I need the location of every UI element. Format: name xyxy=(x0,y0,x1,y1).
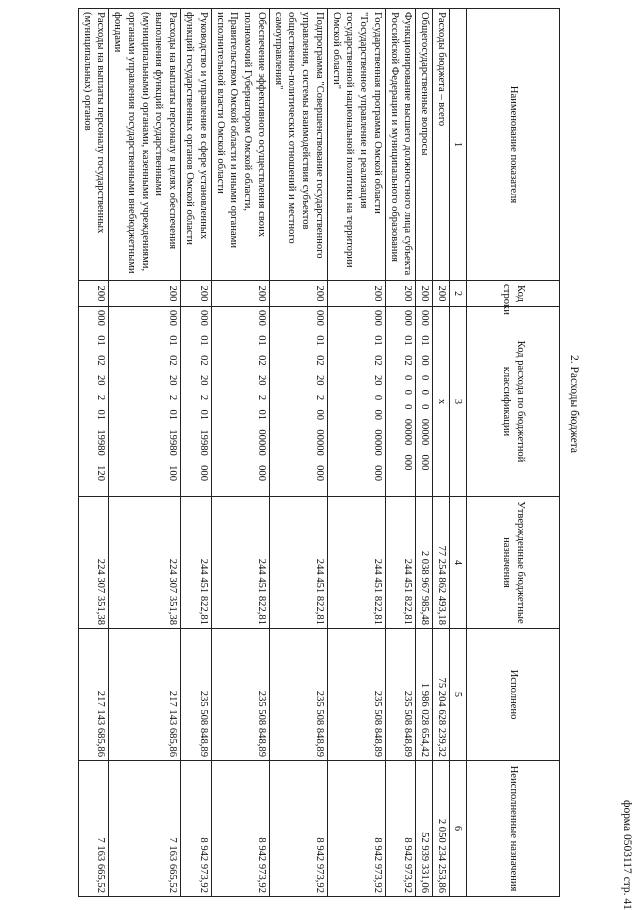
row-line-code: 200 xyxy=(269,281,327,307)
row-budget-code: 000 01 02 0 0 0 00000 000 xyxy=(385,307,416,497)
row-budget-code: 000 01 02 20 2 01 19980 000 xyxy=(181,307,212,497)
row-line-code: 200 xyxy=(416,281,433,307)
row-unexecuted: 8 942 973,92 xyxy=(211,761,269,897)
row-budget-code: 000 01 02 20 0 00 00000 000 xyxy=(327,307,385,497)
row-approved: 244 451 822,81 xyxy=(269,497,327,629)
row-line-code: 200 xyxy=(433,281,450,307)
row-name: Расходы на выплаты персоналу государственных (муниципальных) органов xyxy=(78,9,109,281)
section-title: 2. Расходы бюджета xyxy=(568,355,580,454)
table-header-row xyxy=(467,9,560,897)
row-approved: 244 451 822,81 xyxy=(211,497,269,629)
col-header-approved: Утвержденные бюджетные назначения xyxy=(467,497,560,629)
row-unexecuted: 8 942 973,92 xyxy=(181,761,212,897)
col-header-budget-code: Код расхода по бюджетной классификации xyxy=(467,307,560,497)
col-header-executed: Исполнено xyxy=(467,629,560,761)
col-number: 1 xyxy=(450,9,467,281)
table-row xyxy=(269,9,327,897)
row-executed: 217 143 685,86 xyxy=(78,629,109,761)
row-executed: 235 508 848,89 xyxy=(211,629,269,761)
row-line-code: 200 xyxy=(327,281,385,307)
table-row xyxy=(211,9,269,897)
row-line-code: 200 xyxy=(109,281,181,307)
form-reference: форма 0503117 стр. 41 xyxy=(621,800,633,910)
row-line-code: 200 xyxy=(78,281,109,307)
table-row xyxy=(416,9,433,897)
table-row xyxy=(433,9,450,897)
col-number: 6 xyxy=(450,761,467,897)
col-header-unexecuted: Неисполненные назначения xyxy=(467,761,560,897)
col-number: 3 xyxy=(450,307,467,497)
row-name: Государственная программа Омской области "Государственное управление и реализация государственной национальной политики на территории Омской области" xyxy=(327,9,385,281)
row-unexecuted: 52 939 331,06 xyxy=(416,761,433,897)
row-budget-code: 000 01 02 20 2 01 19980 100 xyxy=(109,307,181,497)
row-budget-code: 000 01 00 0 0 0 00000 000 xyxy=(416,307,433,497)
table-row xyxy=(109,9,181,897)
row-line-code: 200 xyxy=(181,281,212,307)
row-name: Руководство и управление в сфере установленных функций государственных органов Омской области xyxy=(181,9,212,281)
row-name: Подпрограмма "Совершенствование государственного управления, системы взаимодействия субъектов общественно-политических отношений и местного самоуправления" xyxy=(269,9,327,281)
row-name: Расходы на выплаты персоналу в целях обеспечения выполнения функций государственными (муниципальными) органами, казенными учреждениями, органами управления государственными внебюджетными фондами xyxy=(109,9,181,281)
row-unexecuted: 8 942 973,92 xyxy=(327,761,385,897)
row-approved: 224 307 351,38 xyxy=(109,497,181,629)
row-executed: 235 508 848,89 xyxy=(269,629,327,761)
row-unexecuted: 8 942 973,92 xyxy=(385,761,416,897)
row-executed: 235 508 848,89 xyxy=(181,629,212,761)
col-header-name: Наименование показателя xyxy=(467,9,560,281)
row-approved: 244 451 822,81 xyxy=(181,497,212,629)
row-budget-code: x xyxy=(433,307,450,497)
row-unexecuted: 7 163 665,52 xyxy=(78,761,109,897)
row-approved: 2 038 967 985,48 xyxy=(416,497,433,629)
row-executed: 1 986 028 654,42 xyxy=(416,629,433,761)
row-budget-code: 000 01 02 20 2 01 19980 120 xyxy=(78,307,109,497)
column-number-row xyxy=(450,9,467,897)
col-number: 4 xyxy=(450,497,467,629)
row-executed: 75 204 628 239,32 xyxy=(433,629,450,761)
col-number: 5 xyxy=(450,629,467,761)
row-name: Расходы бюджета – всего xyxy=(433,9,450,281)
row-approved: 77 254 862 493,18 xyxy=(433,497,450,629)
row-approved: 244 451 822,81 xyxy=(385,497,416,629)
table-row xyxy=(385,9,416,897)
table-row xyxy=(78,9,109,897)
row-executed: 217 143 685,86 xyxy=(109,629,181,761)
row-executed: 235 508 848,89 xyxy=(327,629,385,761)
row-unexecuted: 7 163 665,52 xyxy=(109,761,181,897)
row-name: Обеспечение эффективного осуществления своих полномочий Губернатором Омской области, Правительством Омской области и иными органами исполнительной власти Омской области xyxy=(211,9,269,281)
table-row xyxy=(181,9,212,897)
row-name: Общегосударственные вопросы xyxy=(416,9,433,281)
row-executed: 235 508 848,89 xyxy=(385,629,416,761)
expenditure-table xyxy=(78,8,560,897)
row-budget-code: 000 01 02 20 2 01 00000 000 xyxy=(211,307,269,497)
table-row xyxy=(327,9,385,897)
row-approved: 224 307 351,38 xyxy=(78,497,109,629)
col-header-line-code: Код строки xyxy=(467,281,560,307)
col-number: 2 xyxy=(450,281,467,307)
row-line-code: 200 xyxy=(211,281,269,307)
row-line-code: 200 xyxy=(385,281,416,307)
row-approved: 244 451 822,81 xyxy=(327,497,385,629)
row-unexecuted: 2 050 234 253,86 xyxy=(433,761,450,897)
row-unexecuted: 8 942 973,92 xyxy=(269,761,327,897)
row-budget-code: 000 01 02 20 2 00 00000 000 xyxy=(269,307,327,497)
row-name: Функционирование высшего должностного лица субъекта Российской Федерации и муниципального образования xyxy=(385,9,416,281)
